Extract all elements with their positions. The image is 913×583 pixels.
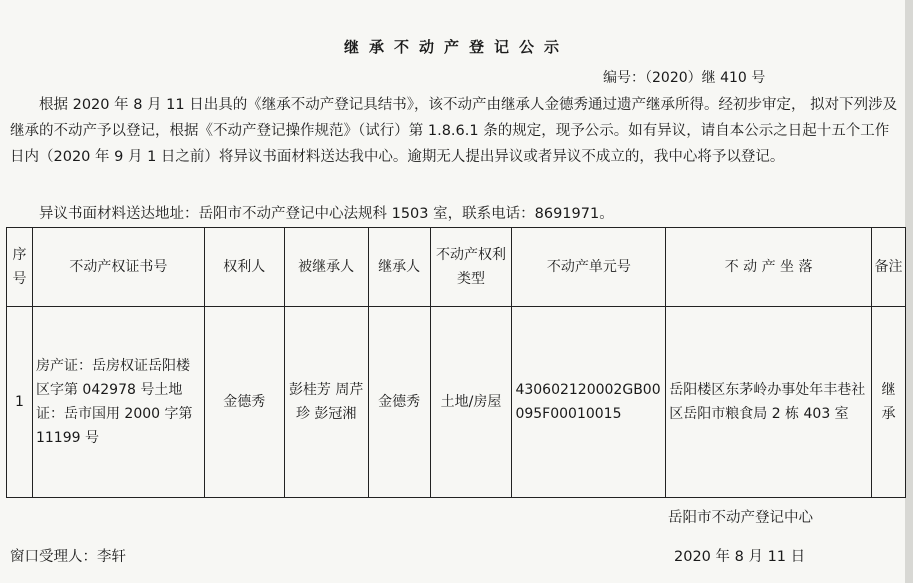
header-cert-no: 不动产权证书号 [32,228,204,307]
header-unit-no: 不动产单元号 [512,228,666,307]
header-decedent: 被继承人 [284,228,368,307]
notice-paragraph: 根据 2020 年 8 月 11 日出具的《继承不动产登记具结书》，该不动产由继承人金德秀通过遗产继承所得。经初步审定， 拟对下列涉及继承的不动产予以登记，根据《不动产登记操作规范》（试行）第 1.8.6.1 条的规定，现予公示。如有异议，请自本公示之日起十五个工作日内（2020 年 9 月 1 日之前）将异议书面材料送达我中心。逾期无人提出异议或者异议不成立的，我中心将予以登记。 [10,97,898,165]
header-seq: 序号 [7,228,33,307]
notice-body [10,92,900,170]
header-right-type: 不动产权利类型 [430,228,512,307]
table-row [7,307,906,498]
header-heir: 继承人 [368,228,430,307]
cell-heir: 金德秀 [368,307,430,498]
cell-rights-holder: 金德秀 [204,307,284,498]
header-location: 不 动 产 坐 落 [666,228,872,307]
cell-remark: 继承 [871,307,905,498]
cell-cert-no: 房产证：岳房权证岳阳楼区字第 042978 号土地证：岳市国用 2000 字第 11199 号 [32,307,204,498]
property-table [6,227,906,498]
objection-address: 异议书面材料送达地址：岳阳市不动产登记中心法规科 1503 室，联系电话：8691971。 [39,206,614,222]
issuer-name: 岳阳市不动产登记中心 [668,510,813,526]
scan-edge [905,0,913,583]
cell-location: 岳阳楼区东茅岭办事处年丰巷社区岳阳市粮食局 2 栋 403 室 [666,307,872,498]
cell-unit-no: 430602120002GB00095F00010015 [512,307,666,498]
issue-date: 2020 年 8 月 11 日 [674,549,806,565]
header-remark: 备注 [871,228,905,307]
cell-right-type: 土地/房屋 [430,307,512,498]
cell-seq: 1 [7,307,33,498]
window-receiver: 窗口受理人：李轩 [10,549,126,565]
document-number: 编号：（2020）继 410 号 [603,70,766,86]
cell-decedent: 彭桂芳 周芹珍 彭冠湘 [284,307,368,498]
header-rights-holder: 权利人 [204,228,284,307]
table-header-row [7,228,906,307]
page-title: 继承不动产登记公示 [343,38,569,56]
